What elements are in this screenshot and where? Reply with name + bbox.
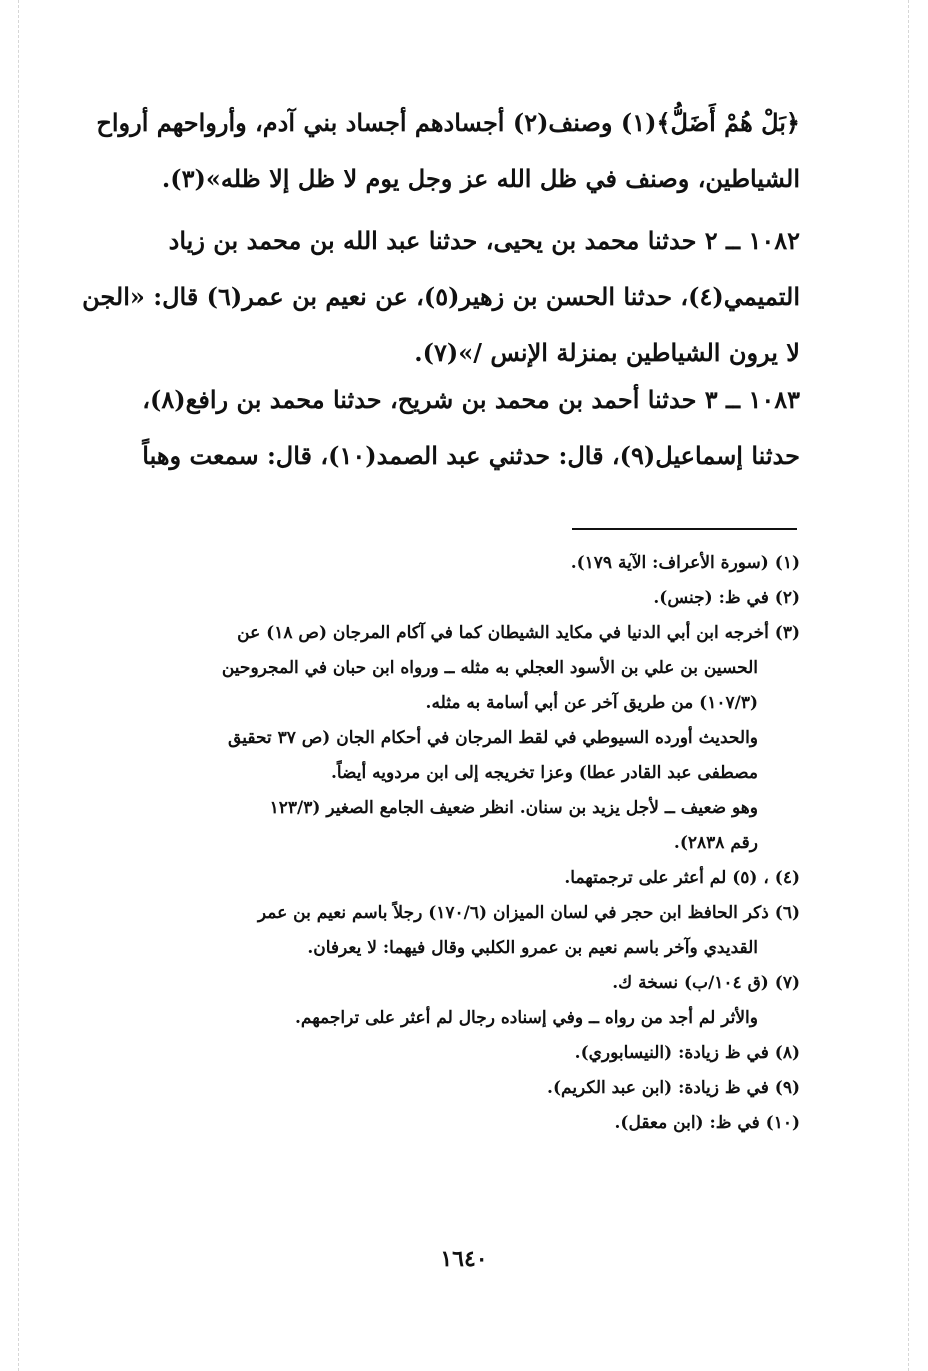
footnote-line: القديدي وآخر باسم نعيم بن عمرو الكلبي وقال فيهما: لا يعرفان. (307, 938, 758, 958)
margin-guide-left (18, 0, 19, 1371)
text-line: حدثنا إسماعيل(٩)، قال: حدثني عبد الصمد(١٠)، قال: سمعت وهباً (142, 441, 800, 470)
footnote-line: (٢) في ظ: (جنس). (653, 588, 800, 608)
footnote-line: (١٠٧/٣) من طريق آخر عن أبي أسامة به مثله. (425, 693, 758, 713)
text-line: ١٠٨٢ ــ ٢ حدثنا محمد بن يحيى، حدثنا عبد الله بن محمد بن زياد (168, 226, 800, 255)
footnote-line: والحديث أورده السيوطي في لقط المرجان في أحكام الجان (ص ٣٧ تحقيق (228, 728, 758, 748)
footnote-separator (572, 528, 797, 530)
page-number: ١٦٤٠ (440, 1246, 488, 1272)
footnote-line: (٨) في ظ زيادة: (النيسابوري). (574, 1043, 800, 1063)
footnote-line: مصطفى عبد القادر عطا) وعزا تخريجه إلى ابن مردويه أيضاً. (330, 763, 758, 783)
footnote-line: (٩) في ظ زيادة: (ابن عبد الكريم). (547, 1078, 800, 1098)
footnote-line: رقم ٢٨٣٨). (673, 833, 758, 853)
footnote-line: (٦) ذكر الحافظ ابن حجر في لسان الميزان (١٧٠/٦) رجلاً باسم نعيم بن عمر (257, 903, 800, 923)
text-line: ﴿بَلْ هُمْ أَضَلُّ﴾(١) وصنف(٢) أجسادهم أجساد بني آدم، وأرواحهم أرواح (96, 108, 800, 137)
footnote-line: (٤) ، (٥) لم أعثر على ترجمتهما. (564, 868, 800, 888)
footnote-line: (٣) أخرجه ابن أبي الدنيا في مكايد الشيطان كما في آكام المرجان (ص ١٨) عن (237, 623, 800, 643)
footnote-line: (١) (سورة الأعراف: الآية ١٧٩). (570, 553, 800, 573)
paragraph-1 (96, 95, 800, 207)
footnote-line: وهو ضعيف ــ لأجل يزيد بن سنان. انظر ضعيف الجامع الصغير (١٢٣/٣ (269, 798, 758, 818)
footnotes (100, 546, 800, 1141)
footnote-line: الحسين بن علي بن الأسود العجلي به مثله ــ ورواه ابن حبان في المجروحين (221, 658, 758, 678)
text-line: التميمي(٤)، حدثنا الحسن بن زهير(٥)، عن نعيم بن عمر(٦) قال: «الجن (82, 282, 800, 311)
text-line: الشياطين، وصنف في ظل الله عز وجل يوم لا ظل إلا ظله»(٣). (161, 164, 800, 193)
text-line: ١٠٨٣ ــ ٣ حدثنا أحمد بن محمد بن شريح، حدثنا محمد بن رافع(٨)، (142, 385, 800, 414)
footnote-line: (١٠) في ظ: (ابن معقل). (614, 1113, 800, 1133)
paragraph-3 (100, 372, 800, 484)
footnote-line: (٧) (ق ١٠٤/ب) نسخة ك. (612, 973, 800, 993)
text-line: لا يرون الشياطين بمنزلة الإنس /»(٧). (414, 338, 800, 367)
footnote-line: والأثر لم أجد من رواه ــ وفي إسناده رجال لم أعثر على تراجمهم. (294, 1008, 758, 1028)
paragraph-2 (82, 213, 800, 381)
margin-guide-right (908, 0, 909, 1371)
